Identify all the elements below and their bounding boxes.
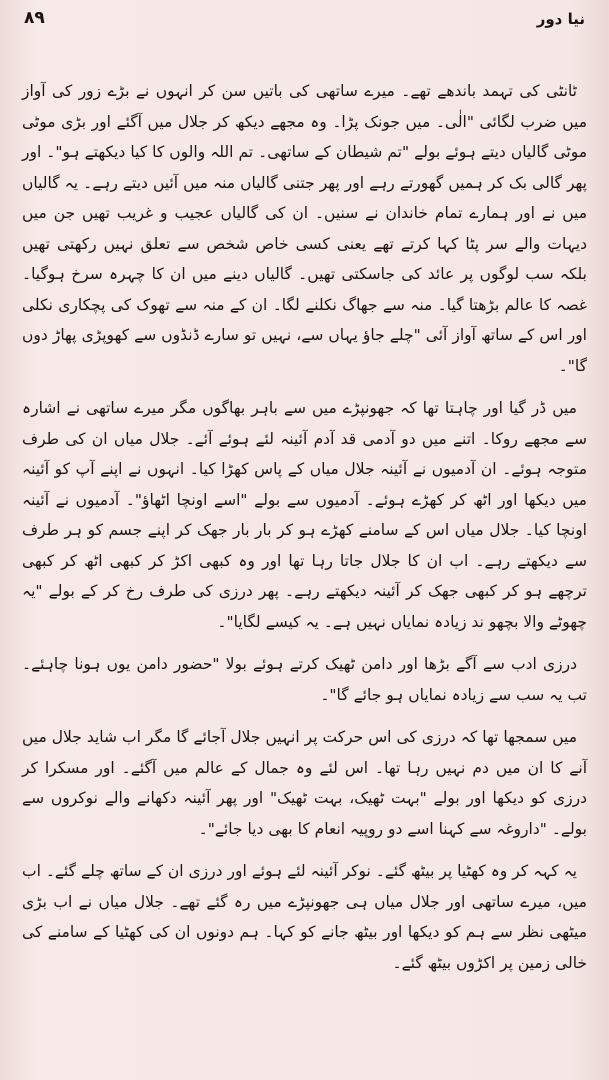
page-header — [24, 6, 585, 32]
body-text — [22, 76, 587, 978]
paragraph: ٹانٹی کی تہمد باندھے تھے۔ میرے ساتھی کی باتیں سن کر انہوں نے بڑے زور کی آواز میں ضرب لگائی "الٰی۔ میں جونک پڑا۔ وہ مجھے دیکھ کر جلال میں آگئے اور بڑی موٹی موٹی گالیاں دیتے ہوئے بولے "تم شیطان کے ساتھی۔ تم اللہ والوں کا کیا دیکھتے ہو"۔ اور پھر گالی بک کر ہمیں گھورتے رہے اور پھر جتنی گالیاں منہ میں آئیں دیتے رہے۔ یہ گالیاں میں نے اور ہمارے تمام خاندان نے سنیں۔ ان کی گالیاں عجیب و غریب تھیں جن میں دیہات والے سر پٹا کہا کرتے تھے یعنی کسی خاص شخص سے تعلق نہیں رکھتی تھیں بلکہ سب لوگوں پر عائد کی جاسکتی تھیں۔ گالیاں دینے میں ان کا چہرہ سرخ ہوگیا۔ غصہ کا عالم بڑھتا گیا۔ منہ سے جھاگ نکلنے لگا۔ ان کے منہ سے تھوک کی پچکاری نکلی اور اس کے ساتھ آواز آئی "چلے جاؤ یہاں سے، نہیں تو سارے ڈنڈوں سے کھوپڑی پھاڑ دوں گا"۔ — [22, 82, 587, 375]
paragraph: درزی ادب سے آگے بڑھا اور دامن ٹھیک کرتے ہوئے بولا "حضور دامن یوں ہونا چاہئے۔ تب یہ سب سے زیادہ نمایاں ہو جائے گا"۔ — [22, 655, 587, 704]
paragraph: یہ کہہ کر وہ کھٹیا پر بیٹھ گئے۔ نوکر آئینہ لئے ہوئے اور درزی ان کے ساتھ چلے گئے۔ اب میں، میرے ساتھی اور جلال میاں ہی جھونپڑے میں رہ گئے تھے۔ جلال میاں نے اب بڑی میٹھی نظر سے ہم کو دیکھا اور بیٹھ جانے کو کہا۔ ہم دونوں ان کی کھٹیا کے سامنے کی خالی زمین پر اکڑوں بیٹھ گئے۔ — [22, 862, 587, 972]
paragraph: میں ڈر گیا اور چاہتا تھا کہ جھونپڑے میں سے باہر بھاگوں مگر میرے ساتھی نے اشارہ سے مجھے روکا۔ اتنے میں دو آدمی قد آدم آئینہ لئے ہوئے آئے۔ جلال میاں ان کی طرف متوجہ ہوئے۔ ان آدمیوں نے آئینہ جلال میاں کے پاس کھڑا کیا۔ انہوں نے اپنے آپ کو آئینہ میں دیکھا اور اٹھ کر کھڑے ہوئے۔ آدمیوں سے بولے "اسے اونچا اٹھاؤ"۔ آدمیوں نے آئینہ اونچا کیا۔ جلال میاں اس کے سامنے کھڑے ہو کر بار بار جھک کر اپنے جسم کو ہر طرف سے دیکھتے رہے۔ اب ان کا جلال جاتا رہا تھا اور وہ کبھی اکڑ کر کبھی اٹھ کر کبھی ترچھے ہو کر کبھی جھک کر آئینہ دیکھتے رہے۔ پھر درزی کی طرف رخ کر کے بولے "یہ چھوٹے والا بچھو ند زیادہ نمایاں نہیں ہے۔ یہ کیسے لگایا"۔ — [22, 399, 587, 631]
running-head: نیا دور — [536, 10, 585, 28]
paragraph: میں سمجھا تھا کہ درزی کی اس حرکت پر انہیں جلال آجائے گا مگر اب شاید جلال میں آنے کا ان میں دم نہیں رہا تھا۔ اس لئے وہ جمال کے عالم میں آگئے۔ اور مسکرا کر درزی کو دیکھا اور بولے "بہت ٹھیک، بہت ٹھیک" اور پھر آئینہ دکھانے والے نوکروں سے بولے۔ "داروغہ سے کہنا اسے دو روپیہ انعام کا بھی دیا جائے"۔ — [22, 728, 587, 838]
page-number: ۸۹ — [24, 8, 45, 28]
